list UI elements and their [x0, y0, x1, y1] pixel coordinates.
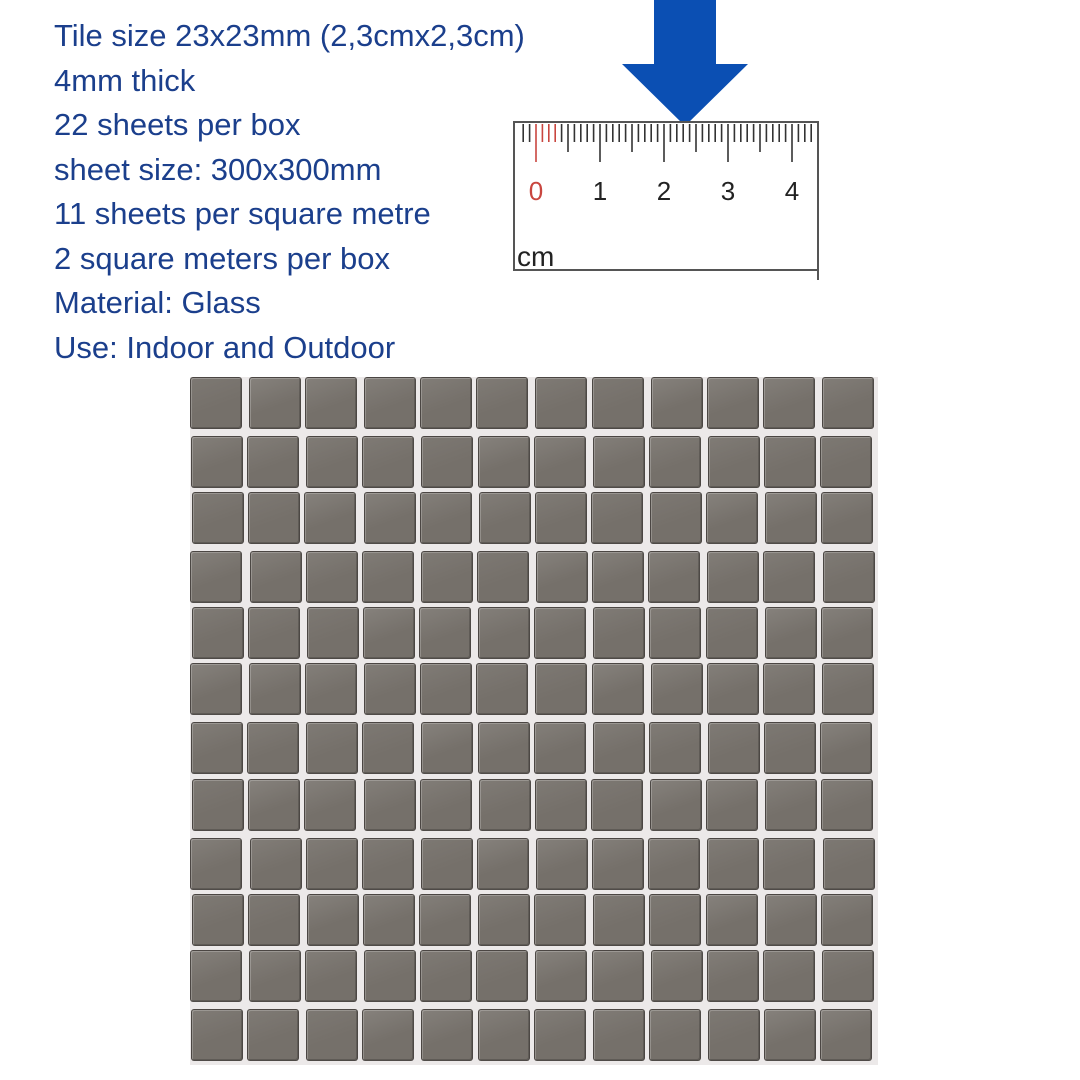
mosaic-tile: [478, 436, 530, 488]
mosaic-tile: [650, 492, 702, 544]
mosaic-tile: [592, 838, 644, 890]
mosaic-tile: [707, 838, 759, 890]
mosaic-tile: [706, 492, 758, 544]
mosaic-tile: [304, 492, 356, 544]
mosaic-tile: [648, 551, 700, 603]
mosaic-tile: [419, 607, 471, 659]
mosaic-tile: [192, 607, 244, 659]
spec-tile-size: Tile size 23x23mm (2,3cmx2,3cm): [54, 18, 525, 53]
mosaic-tile: [192, 779, 244, 831]
mosaic-tile: [250, 551, 302, 603]
mosaic-tile: [420, 492, 472, 544]
mosaic-tile: [478, 894, 530, 946]
mosaic-tile: [649, 894, 701, 946]
mosaic-tile: [362, 722, 414, 774]
mosaic-tile: [307, 607, 359, 659]
mosaic-tile: [591, 779, 643, 831]
mosaic-tile: [364, 377, 416, 429]
spec-sheets-per-box: 22 sheets per box: [54, 107, 301, 142]
mosaic-tile: [649, 607, 701, 659]
mosaic-tile: [651, 377, 703, 429]
mosaic-tile: [535, 779, 587, 831]
mosaic-tile: [823, 838, 875, 890]
mosaic-tile: [591, 492, 643, 544]
mosaic-tile: [764, 1009, 816, 1061]
mosaic-tile: [706, 607, 758, 659]
mosaic-tile: [822, 950, 874, 1002]
mosaic-tile: [765, 607, 817, 659]
mosaic-tile: [534, 722, 586, 774]
mosaic-tile: [650, 779, 702, 831]
mosaic-tile: [821, 492, 873, 544]
ruler-number-2: 2: [656, 176, 672, 206]
mosaic-tile: [765, 894, 817, 946]
mosaic-tile: [307, 894, 359, 946]
mosaic-tile: [420, 663, 472, 715]
spec-sheet-size: sheet size: 300x300mm: [54, 151, 382, 187]
spec-list: [54, 14, 525, 370]
ruler-unit-label: cm: [517, 241, 555, 272]
mosaic-tile: [305, 950, 357, 1002]
mosaic-tile: [190, 950, 242, 1002]
mosaic-tile: [763, 838, 815, 890]
mosaic-tile: [765, 779, 817, 831]
mosaic-tile: [248, 492, 300, 544]
mosaic-tile: [247, 722, 299, 774]
mosaic-tile: [304, 779, 356, 831]
mosaic-tile: [363, 894, 415, 946]
mosaic-tile: [707, 950, 759, 1002]
mosaic-tile: [822, 663, 874, 715]
mosaic-tile: [249, 663, 301, 715]
mosaic-tile: [822, 377, 874, 429]
mosaic-tile: [536, 551, 588, 603]
ruler-number-1: 1: [592, 176, 608, 206]
mosaic-tile: [362, 1009, 414, 1061]
mosaic-tile: [249, 377, 301, 429]
mosaic-tile: [476, 950, 528, 1002]
mosaic-tile: [651, 950, 703, 1002]
mosaic-tile: [192, 894, 244, 946]
mosaic-tile: [421, 436, 473, 488]
spec-sheets-per-square-metre: 11 sheets per square metre: [54, 196, 431, 231]
mosaic-tile: [476, 377, 528, 429]
ruler: [512, 120, 822, 282]
mosaic-tile: [364, 950, 416, 1002]
spec-square-meters-per-box: 2 square meters per box: [54, 240, 391, 276]
mosaic-tile: [592, 950, 644, 1002]
spec-material: Material: Glass: [54, 285, 261, 320]
mosaic-tile: [306, 722, 358, 774]
mosaic-tile: [305, 377, 357, 429]
mosaic-tile: [820, 1009, 872, 1061]
mosaic-tile: [649, 722, 701, 774]
mosaic-tile: [190, 551, 242, 603]
mosaic-tile: [708, 436, 760, 488]
mosaic-tile: [247, 436, 299, 488]
mosaic-tile: [420, 779, 472, 831]
mosaic-tile: [821, 607, 873, 659]
mosaic-tile: [362, 436, 414, 488]
mosaic-tile: [764, 722, 816, 774]
spec-thickness: 4mm thick: [54, 62, 196, 98]
mosaic-tile: [421, 1009, 473, 1061]
mosaic-tile: [763, 663, 815, 715]
mosaic-tile: [592, 377, 644, 429]
mosaic-tile: [708, 1009, 760, 1061]
mosaic-tile: [593, 722, 645, 774]
mosaic-tile: [190, 663, 242, 715]
mosaic-tile: [535, 663, 587, 715]
mosaic-tile: [420, 950, 472, 1002]
mosaic-tile: [536, 838, 588, 890]
mosaic-tile: [364, 663, 416, 715]
mosaic-tile: [706, 894, 758, 946]
mosaic-tile: [479, 492, 531, 544]
mosaic-tile: [649, 436, 701, 488]
mosaic-tile: [478, 1009, 530, 1061]
mosaic-tile: [593, 894, 645, 946]
mosaic-tile: [306, 1009, 358, 1061]
mosaic-tile: [820, 436, 872, 488]
mosaic-tile: [421, 838, 473, 890]
mosaic-tile: [708, 722, 760, 774]
mosaic-tile: [707, 377, 759, 429]
mosaic-tile: [648, 838, 700, 890]
mosaic-tile: [249, 950, 301, 1002]
mosaic-tile: [534, 894, 586, 946]
mosaic-tile: [765, 492, 817, 544]
mosaic-tile: [479, 779, 531, 831]
mosaic-tile: [821, 894, 873, 946]
mosaic-tile: [477, 838, 529, 890]
mosaic-tile: [593, 607, 645, 659]
mosaic-tile: [306, 436, 358, 488]
ruler-number-0: 0: [528, 176, 544, 206]
mosaic-tile: [191, 1009, 243, 1061]
mosaic-tile: [364, 492, 416, 544]
mosaic-tile: [248, 607, 300, 659]
mosaic-tile: [651, 663, 703, 715]
mosaic-tile: [763, 551, 815, 603]
mosaic-tile: [707, 551, 759, 603]
mosaic-tile: [191, 436, 243, 488]
mosaic-tile: [534, 607, 586, 659]
mosaic-tile: [248, 894, 300, 946]
mosaic-tile: [477, 551, 529, 603]
mosaic-tile: [593, 1009, 645, 1061]
mosaic-tile: [649, 1009, 701, 1061]
mosaic-tile: [248, 779, 300, 831]
mosaic-tile: [534, 436, 586, 488]
mosaic-tile: [364, 779, 416, 831]
mosaic-tile: [535, 492, 587, 544]
mosaic-tile: [592, 663, 644, 715]
mosaic-tile: [191, 722, 243, 774]
mosaic-tile: [821, 779, 873, 831]
mosaic-tile: [306, 838, 358, 890]
mosaic-tile: [421, 551, 473, 603]
mosaic-tile: [763, 377, 815, 429]
mosaic-tile: [250, 838, 302, 890]
down-arrow-icon: [620, 0, 750, 126]
mosaic-tile: [192, 492, 244, 544]
mosaic-tile: [593, 436, 645, 488]
mosaic-tile: [763, 950, 815, 1002]
mosaic-tile: [190, 377, 242, 429]
mosaic-tile: [419, 894, 471, 946]
mosaic-tile: [535, 950, 587, 1002]
mosaic-tile: [820, 722, 872, 774]
ruler-number-3: 3: [720, 176, 736, 206]
mosaic-tile: [363, 607, 415, 659]
mosaic-tile: [420, 377, 472, 429]
mosaic-tile: [362, 551, 414, 603]
ruler-number-4: 4: [784, 176, 800, 206]
mosaic-tile: [306, 551, 358, 603]
down-arrow-shape: [622, 0, 748, 126]
mosaic-tile: [305, 663, 357, 715]
mosaic-tile: [421, 722, 473, 774]
mosaic-tile: [478, 722, 530, 774]
spec-use: Use: Indoor and Outdoor: [54, 329, 396, 365]
mosaic-tile: [247, 1009, 299, 1061]
mosaic-tile: [707, 663, 759, 715]
mosaic-tile: [478, 607, 530, 659]
mosaic-tile: [764, 436, 816, 488]
mosaic-tile: [823, 551, 875, 603]
mosaic-tile: [190, 838, 242, 890]
mosaic-tile-sheet: [190, 377, 878, 1065]
mosaic-tile: [706, 779, 758, 831]
mosaic-tile: [592, 551, 644, 603]
mosaic-tile: [534, 1009, 586, 1061]
mosaic-tile: [362, 838, 414, 890]
mosaic-tile: [476, 663, 528, 715]
mosaic-tile: [535, 377, 587, 429]
